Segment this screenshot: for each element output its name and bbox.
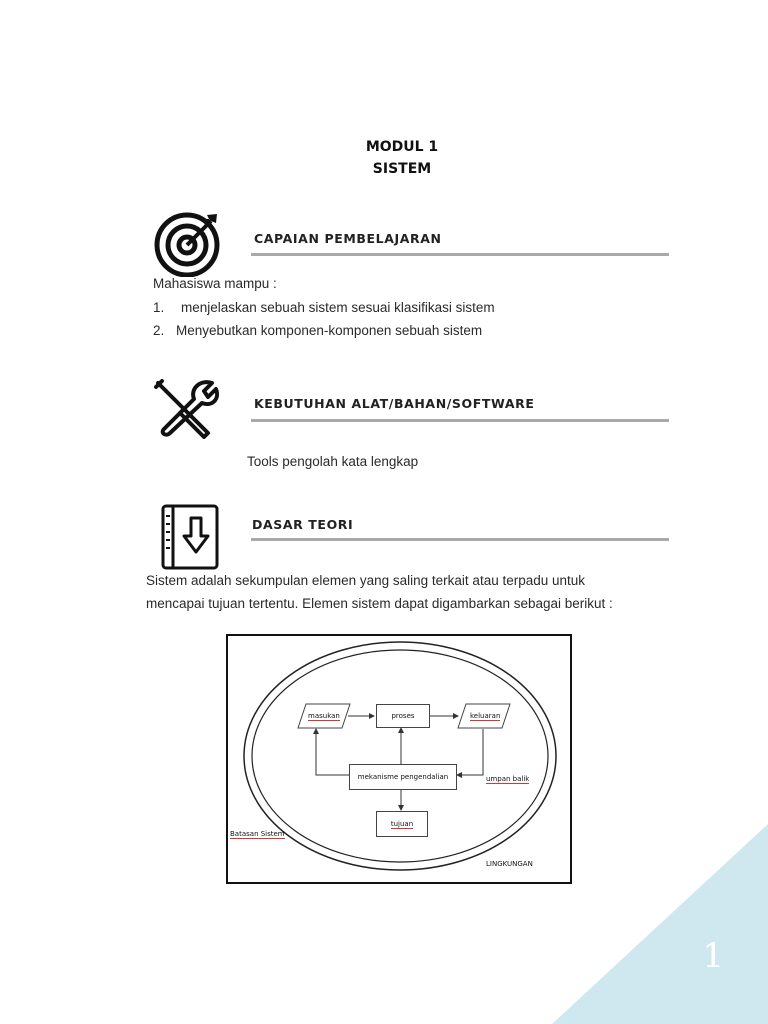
dasar-paragraph: Sistem adalah sekumpulan elemen yang saling terkait atau terpadu untuk mencapai tujuan tertentu. Elemen sistem dapat digambarkan sebagai berikut : [146,573,613,611]
proses-box [376,704,430,728]
kebutuhan-heading: KEBUTUHAN ALAT/BAHAN/SOFTWARE [254,396,535,411]
page-number: 1 [702,936,724,976]
proses-label: proses [391,712,415,720]
capaian-heading: CAPAIAN PEMBELAJARAN [254,231,442,246]
dasar-rule [251,538,669,541]
mekanisme-box [349,764,457,790]
capaian-intro: Mahasiswa mampu : [153,276,277,291]
tujuan-box [376,811,428,837]
capaian-item-2-num: 2. [153,323,165,338]
capaian-item-1: menjelaskan sebuah sistem sesuai klasifikasi sistem [181,300,495,315]
corner-triangle [552,824,768,1024]
batasan-label: Batasan Sistem [230,830,285,838]
capaian-rule [251,253,669,256]
system-diagram [226,634,572,884]
capaian-item-1-num: 1. [153,300,165,315]
tools-icon [154,379,220,439]
target-icon [151,211,223,277]
lingkungan-label: LINGKUNGAN [486,860,533,868]
masukan-label: masukan [308,712,340,720]
tujuan-label: tujuan [390,820,414,828]
umpan-balik-label: umpan balik [486,775,530,783]
diagram-lines [228,636,570,882]
module-subtitle: SISTEM [372,161,432,177]
keluaran-label: keluaran [470,712,501,720]
dasar-heading: DASAR TEORI [252,517,354,532]
module-title: MODUL 1 [365,139,439,155]
kebutuhan-rule [251,419,669,422]
capaian-item-2: Menyebutkan komponen-komponen sebuah sistem [176,323,483,338]
book-download-icon [160,504,220,570]
corner-shape [552,824,768,1024]
mekanisme-label: mekanisme pengendalian [357,773,449,781]
kebutuhan-text: Tools pengolah kata lengkap [247,454,419,469]
